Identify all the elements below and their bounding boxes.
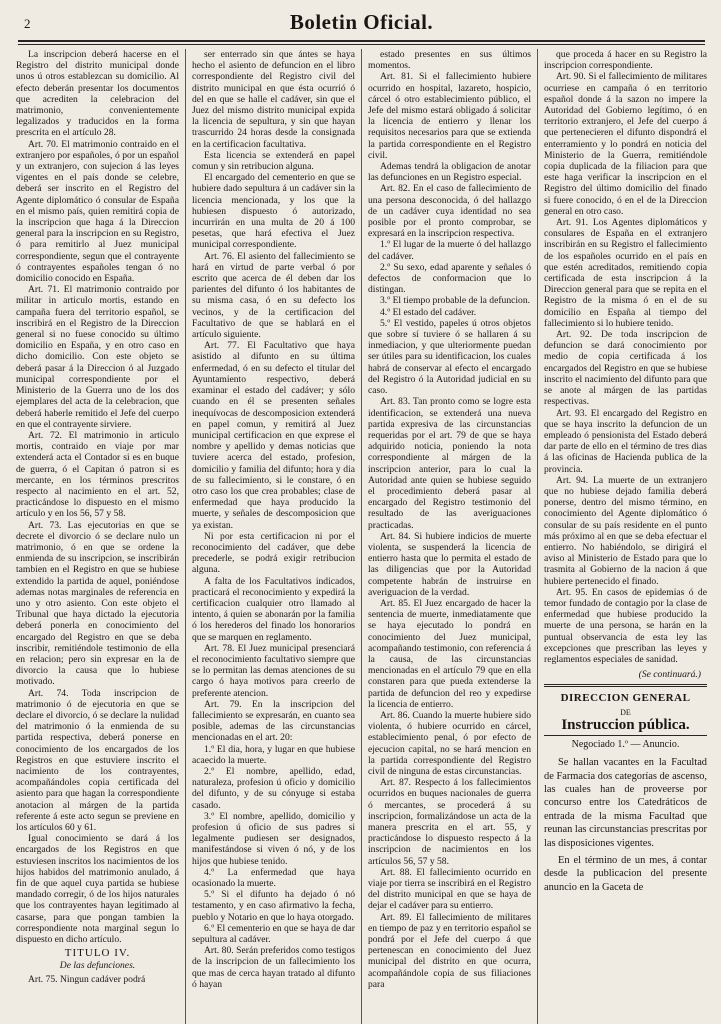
paragraph: Art. 94. La muerte de un extranjero que no hubiese dejado familia deberá ponerse, dentro del mismo término, en conocimiento del Agente diplomático ó consular de su país residente en el punto más próximo al en que se deba efectuar el entierro. No habiéndolo, se dirigirá el aviso al Ministerio de Estado para que lo trasmita al Gobierno de la nacion á que hubiere pertenecido el finado. <box>544 474 707 587</box>
paragraph: Art. 73. Las ejecutorias en que se decrete el divorcio ó se declare nulo un matrimonio, ó en que se ordene la enmienda de su inscripcion, se inscribirán tambien en el Registro en que se hubiese extendido la partida de aquel, poniéndose ademas notas marginales de referencia en uno y otro asiento. Con este objeto el Tribunal que haya dictado la ejecutoria deberá ponerla en conocimiento del encargado del Registro en que se deba inscribir, remitiéndole testimonio de ella en relacion; pero sin expresar en la de divorcio la causa que lo hubiese motivado. <box>16 519 179 688</box>
paragraph: Art. 91. Los Agentes diplomáticos y consulares de España en el extranjero inscribirán en su Registro el fallecimiento de los españoles ocurrido en el país en que estén acreditados, remitiendo copia certificada de esta inscripcion á la Direccion general para que se repita en el Registro de la misma ó en el de su domicilio en España al tiempo del fallecimiento si lo hubiere tenido. <box>544 217 707 329</box>
section-divider <box>544 684 707 687</box>
paragraph: 3.º El nombre, apellido, domicilio y profesion ú oficio de sus padres si legalmente pudiesen ser designados, manifestándose si viven ó nó, y de los hijos que hubiese tenido. <box>192 810 355 867</box>
paragraph: Igual conocimiento se dará á los encargados de los Registros en que estuviesen inscritos los nacimientos de los hijos habidos del matrimonio anulado, á fin de que aquel cuya partida se hubiese mandado corregir, ó de los hijos naturales que los contrayentes hayan legitimado al casarse, para que pongan tambien la correspondiente nota marginal segun lo dispuesto en dicho artículo. <box>16 833 179 946</box>
column-1 <box>16 49 179 1024</box>
paragraph: 4.º El estado del cadáver. <box>380 306 477 318</box>
paragraph: ser enterrado sin que ántes se haya hecho el asiento de defuncion en el libro correspondiente del Registro civil del distrito municipal en que ésta ocurrió ó del en que se halle el cadáver, sin que el Juez del mismo distrito municipal expida la licencia de sepultura, y sin que hayan trascurrido 24 horas desde la consignada en la certificacion facultativa. <box>192 49 355 150</box>
paragraph: Art. 76. El asiento del fallecimiento se hará en virtud de parte verbal ó por escrito que acerca de él deben dar los parientes del difunto ó los habitantes de su misma casa, ó en su defecto los vecinos, y de la certificacion del Facultativo de que se hablará en el artículo siguiente. <box>192 250 355 341</box>
paragraph: Art. 79. En la inscripcion del fallecimiento se expresarán, en cuanto sea posible, ademas de las circunstancias mencionadas en el art. 20: <box>192 698 355 744</box>
paragraph: Art. 81. Si el fallecimiento hubiere ocurrido en hospital, lazareto, hospicio, cárcel ó otro establecimiento público, el Jefe del mismo estará obligado á solicitar la licencia de entierro y llenar los requisitos necesarios para que se extienda la partida correspondiente en el Registro civil. <box>368 71 531 161</box>
paragraph: El encargado del cementerio en que se hubiere dado sepultura á un cadáver sin la licencia mencionada, y los que la hubiesen dispuesto ó autorizado, incurrirán en una multa de 20 á 100 pesetas, que hará efectiva el Juez municipal correspondiente. <box>192 172 355 251</box>
paragraph: 2.º Su sexo, edad aparente y señales ó defectos de conformacion que lo distingan. <box>368 261 531 296</box>
paragraph: Art. 83. Tan pronto como se logre esta identificacion, se extenderá una nueva partida expresiva de las circunstancias requeridas por el art. 79 de que se haya adquirido noticia, poniendo la nota correspondiente al márgen de la inscripcion anterior, para lo cual la Autoridad ante quien se hubiese seguido el procedimiento deberá pasar al encargado del Registro testimonio del resultado de las averiguaciones practicadas. <box>368 396 531 531</box>
header-rule <box>18 40 705 42</box>
section-underline <box>544 735 707 736</box>
paragraph: Art. 95. En casos de epidemias ó de temor fundado de contagio por la clase de enfermedad que hubiese producido la muerte de una persona, se harán en la puntual observancia de esta ley las excepciones que prescriban las leyes y reglamentos especiales de sanidad. <box>544 586 707 665</box>
column-2-body <box>192 49 355 990</box>
column-4 <box>537 49 707 1024</box>
paragraph: 4.º La enfermedad que haya ocasionado la muerte. <box>192 866 355 890</box>
article-columns <box>16 49 707 1024</box>
paragraph: La inscripcion deberá hacerse en el Registro del distrito municipal donde unos ú otros establezcan su domicilio. Al efecto deberán presentar los documentos que acrediten la celebracion del matrimonio, convenientemente legalizados y traducidos en la forma prescrita en el artículo 28. <box>16 49 179 139</box>
paragraph: Art. 86. Cuando la muerte hubiere sido violenta, ó hubiere ocurrido en cárcel, establecimiento penal, ó por efecto de ejecucion capital, no se hará mencion en la partida correspondiente del Registro civil de ninguna de estas circunstancias. <box>368 709 531 777</box>
column-3-body <box>368 49 531 990</box>
paragraph: Art. 93. El encargado del Registro en que se haya inscrito la defuncion de un empleado ó pensionista del Estado deberá dar parte de ello en el término de tres dias á las oficinas de Hacienda publica de la provincia. <box>544 407 707 475</box>
column-1-tail: Art. 75. Ningun cadáver podrá <box>28 973 146 985</box>
paragraph: 3.º El tiempo probable de la defuncion. <box>380 295 531 307</box>
section-de: DE <box>620 707 631 717</box>
paragraph: estado presentes en sus últimos momentos. <box>368 49 531 72</box>
paragraph: 1.º El dia, hora, y lugar en que hubiese acaecido la muerte. <box>192 743 355 766</box>
paragraph: Art. 72. El matrimonio in articulo mortis, contraido en viaje por mar extenderá acta el Contador si es en buque de guerra, ó el Capitan ó patron si es mercante, en los términos prescritos respecto al nacimiento en el art. 52, practicándose lo dispuesto en el mismo artículo y en los 56, 57 y 58. <box>16 429 179 520</box>
anuncio-body <box>544 756 707 894</box>
paragraph: Ni por esta certificacion ni por el reconocimiento del cadáver, que debe precederle, se podrá exigir retribucion alguna. <box>192 530 355 576</box>
negociado-heading: Negociado 1.º — Anuncio. <box>571 738 680 750</box>
paragraph: Art. 82. En el caso de fallecimiento de una persona desconocida, ó del hallazgo de un cadáver cuya identidad no sea posible por el pronto comprobar, se expresará en la inscripcion respectiva. <box>368 183 531 240</box>
paragraph: 5.º El vestido, papeles ú otros objetos que sobre sí tuviere ó se hallaren á su inmediacion, y que ulteriormente puedan ser útiles para su identificacion, los cuales habrá de conservar al efecto el encargado del Registro ó la Autoridad judicial en su caso. <box>368 317 531 397</box>
paragraph: A falta de los Facultativos indicados, practicará el reconocimiento y expedirá la certificacion cualquier otro llamado al intento, á quien se abonarán por la familia ó los herederos del finado los honorarios que se marquen en reglamento. <box>192 575 355 643</box>
paragraph: Art. 74. Toda inscripcion de matrimonio ó de ejecutoria en que se declare el divorcio, ó se declare la nulidad del matrimonio ó la enmienda de su partida respectiva, deberá ponerse en conocimiento de los encargados de los Registros en que estuviere inscrito el nacimiento de los contrayentes, acompañándoles copia certificada del asiento para que hagan la correspondiente anotacion al márgen de la partida referente á este acto segun se previene en los artículos 60 y 61. <box>16 687 179 834</box>
column-4-body <box>544 49 707 665</box>
paragraph: Art. 84. Si hubiere indicios de muerte violenta, se suspenderá la licencia de entierro hasta que lo permita el estado de las diligencias que por la Autoridad competente habrán de instruirse en averiguacion de la verdad. <box>368 530 531 598</box>
paragraph: En el término de un mes, á contar desde la publicacion del presente anuncio en la Gaceta de <box>544 855 707 893</box>
paragraph: 5.º Si el difunto ha dejado ó nó testamento, y en caso afirmativo la fecha, pueblo y Notario en que lo haya otorgado. <box>192 889 355 923</box>
page-number: 2 <box>24 16 31 31</box>
column-1-body <box>16 49 179 945</box>
paragraph: 2.º El nombre, apellido, edad, naturaleza, profesion ú oficio y domicilio del difunto, y de su cónyuge si estaba casado. <box>192 766 355 811</box>
title-iv-heading: TITULO IV. <box>64 947 131 960</box>
header-rule-thin <box>18 44 705 45</box>
paragraph: 1.º El lugar de la muerte ó del hallazgo del cadáver. <box>368 239 531 262</box>
paragraph: Art. 80. Serán preferidos como testigos de la inscripcion de un fallecimiento los que mas de cerca hayan tratado al difunto ó hayan <box>192 945 355 990</box>
paragraph: Ademas tendrá la obligacion de anotar las defunciones en un Registro especial. <box>368 161 531 184</box>
paragraph: Art. 85. El Juez encargado de hacer la sentencia de muerte, inmediatamente que se haya ejecutado lo pondrá en conocimiento del Juez municipal, acompañando testimonio, con referencia á la causa, de las circunstancias mencionadas en el artículo 79 que en ella constaren para que pueda extenderse la partida de defuncion del reo y expedirse la licencia de entierro. <box>368 597 531 710</box>
title-iv-subtitle: De las defunciones. <box>59 960 136 972</box>
paragraph: Art. 88. El fallecimiento ocurrido en viaje por tierra se inscribirá en el Registro del distrito municipal en que se haya de dejar el cadáver para su entierro. <box>368 866 531 912</box>
paragraph: Se hallan vacantes en la Facultad de Farmacia dos categorías de ascenso, las cuales han de proveerse por concurso entre los Catedráticos de entrada de la misma Facultad que reunan las circunstancias prescritas por las disposiciones vigentes. <box>544 757 707 849</box>
paragraph: Art. 92. De toda inscripcion de defuncion se dará conocimiento por medio de copia certificada á los encargados del Registro en que se hubiese inscrito el nacimiento del difunto para que se anote al márgen de las partidas respectivas. <box>544 329 707 408</box>
paragraph: Art. 87. Respecto á los fallecimientos ocurridos en buques nacionales de guerra ó mercantes, se procederá á su inscripcion, formalizándose un acta de la manera prescrita en el art. 55, y practicándose lo dispuesto respecto á la inscripcion de nacimientos en los artículos 56, 57 y 58. <box>368 777 531 867</box>
paragraph: Art. 89. El fallecimiento de militares en tiempo de paz y en territorio español se pondrá por el Jefe del cuerpo á que pertenescan en conocimiento del Juez municipal del distrito en que ocurra, acompañándole copia de sus filiaciones para <box>368 911 531 990</box>
paragraph: Art. 70. El matrimonio contraido en el extranjero por españoles, ó por un español y un extranjero, con sujecion á las leyes vigentes en el país donde se celebre, deberá ser inscrito en el Registro del Agente diplomático ó consular de España en el mismo país, quien remitirá copia de la inscripcion que haga á la Direccion general para la inscripcion en su Registro, ó para remitirlo al Juez municipal correspondiente, segun que el contrayente ó contrayentes españoles tengan ó no domicilio conocido en España. <box>16 138 179 285</box>
masthead <box>16 6 707 40</box>
paragraph: Art. 77. El Facultativo que haya asistido al difunto en su última enfermedad, ó en su defecto el titular del Ayuntamiento respectivo, deberá examinar el estado del cadáver; y sólo cuando en él se presenten señales inequívocas de descomposicion extenderá en papel comun, y remitirá al Juez municipal certificacion en que exprese el nombre y apellido y demas noticias que tuviere acerca del estado, profesion, domicilio y familia del difunto; hora y dia de su fallecimiento, si le constare, ó en otro caso los que crea probables; clase de enfermedad que haya producido la muerte, y señales de descomposicion que ya existan. <box>192 340 355 531</box>
newspaper-title: Boletin Oficial. <box>289 10 434 34</box>
section-title: DIRECCION GENERAL <box>560 692 691 705</box>
section-subtitle: Instruccion pública. <box>561 716 690 733</box>
column-2 <box>185 49 355 1024</box>
paragraph: Art. 78. El Juez municipal presenciará el reconocimiento facultativo siempre que se lo permitan las demas atenciones de su cargo ó haya motivos para creerlo de preferente atencion. <box>192 642 355 699</box>
column-3 <box>361 49 531 1024</box>
paragraph: Art. 90. Si el fallecimiento de militares ocurriese en campaña ó en territorio español donde á la sazon no impere la Autoridad del Gobierno legítimo, ó en territorio extranjero, el Jefe del cuerpo á que pertenecieren el difunto dispondrá el enterramiento y lo pondrá en noticia del Ministerio de la Guerra, remitiéndole copia duplicada de la filiacion para que este haga verificar la inscripcion en el Registro del último domicilio del finado si fuere conocido, ó en el de la Direccion general en otro caso. <box>544 71 707 217</box>
paragraph: que proceda á hacer en su Registro la inscripcion correspondiente. <box>544 49 707 72</box>
paragraph: 6.º El cementerio en que se haya de dar sepultura al cadáver. <box>192 922 355 946</box>
paragraph: Art. 71. El matrimonio contraido por militar in articulo mortis, estando en campaña fuera del territorio español, se inscribirá en el Registro de la Direccion general si no fuese conocido su último domicilio en España, y en otro caso en dicho domicilio. Con este objeto se deberá pasar á la Direccion ó al Juzgado municipal correspondiente por el Ministerio de la Guerra uno de los dos ejemplares del acta de la celebracion, que deberá haberle remitido el Jefe del cuerpo en que el contrayente sirviere. <box>16 284 179 430</box>
paragraph: Esta licencia se extenderá en papel comun y sin retribucion alguna. <box>192 149 355 173</box>
continuation-note: (Se continuará.) <box>638 669 701 681</box>
